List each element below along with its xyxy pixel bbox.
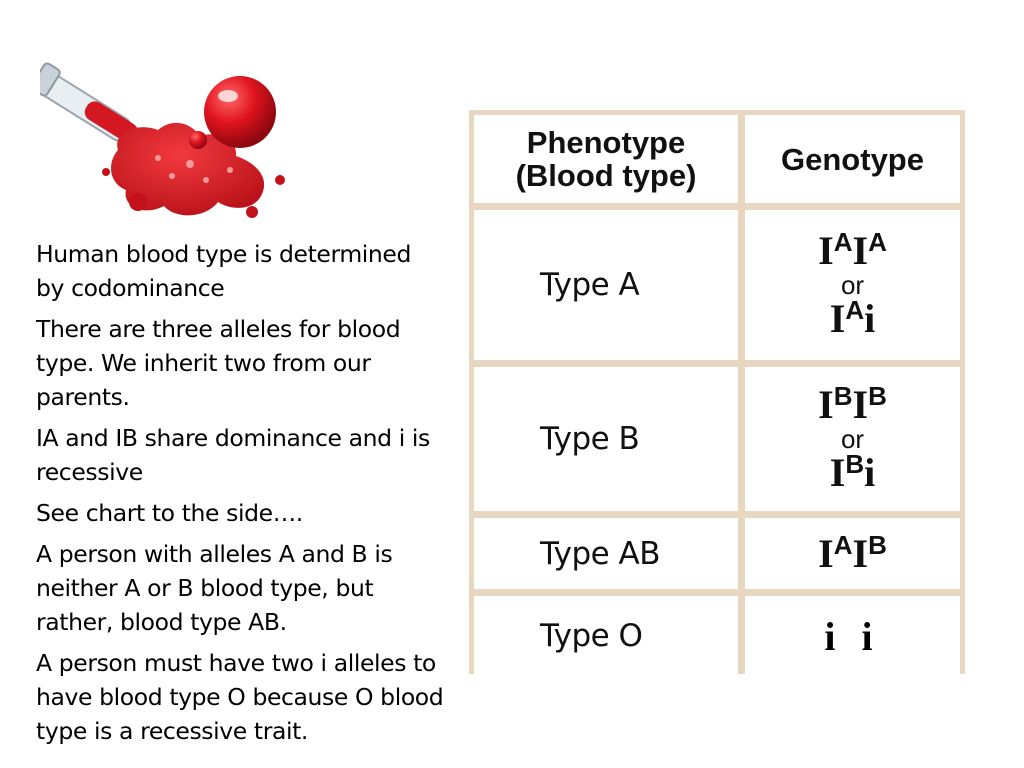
genotype-ia-i: $I^Ai$ [829,295,876,341]
genotype-ib-ib: $I^BI^B$ [818,381,887,427]
genotype-ia-ib: $I^AI^B$ [818,529,887,576]
header-phenotype-line1: Phenotype [526,125,686,160]
phenotype-type-o: Type O [474,596,738,676]
note-2: There are three alleles for blood type. We inherit two from our parents. [36,315,401,411]
blood-test-tube-illustration [40,52,302,224]
header-phenotype-line2: (Blood type) [515,158,697,193]
note-6: A person must have two i alleles to have blood type O because O blood type is a recessive trait. [36,649,444,745]
header-phenotype [474,115,738,203]
note-4: See chart to the side…. [36,499,303,527]
phenotype-type-ab: Type AB [474,518,738,589]
blood-type-table [469,110,965,674]
header-genotype: Genotype [745,115,960,203]
or-label: or [840,270,865,300]
genotype-type-a [745,210,960,360]
genotype-type-b [745,367,960,511]
or-label: or [840,424,865,454]
genotype-ia-ia: $I^AI^A$ [818,227,887,273]
phenotype-type-b: Type B [474,367,738,511]
phenotype-type-a: Type A [474,210,738,360]
genotype-type-o [745,596,960,676]
genotype-type-ab [745,518,960,589]
genotype-ib-i: $I^Bi$ [829,449,876,495]
genotype-i-i: i i [824,613,881,659]
notes-list [36,237,446,755]
note-3: IA and IB share dominance and i is recessive [36,424,430,486]
note-5: A person with alleles A and B is neither A or B blood type, but rather, blood type AB. [36,540,393,636]
blood-drop-icon [189,76,276,149]
note-1: Human blood type is determined by codominance [36,240,412,302]
